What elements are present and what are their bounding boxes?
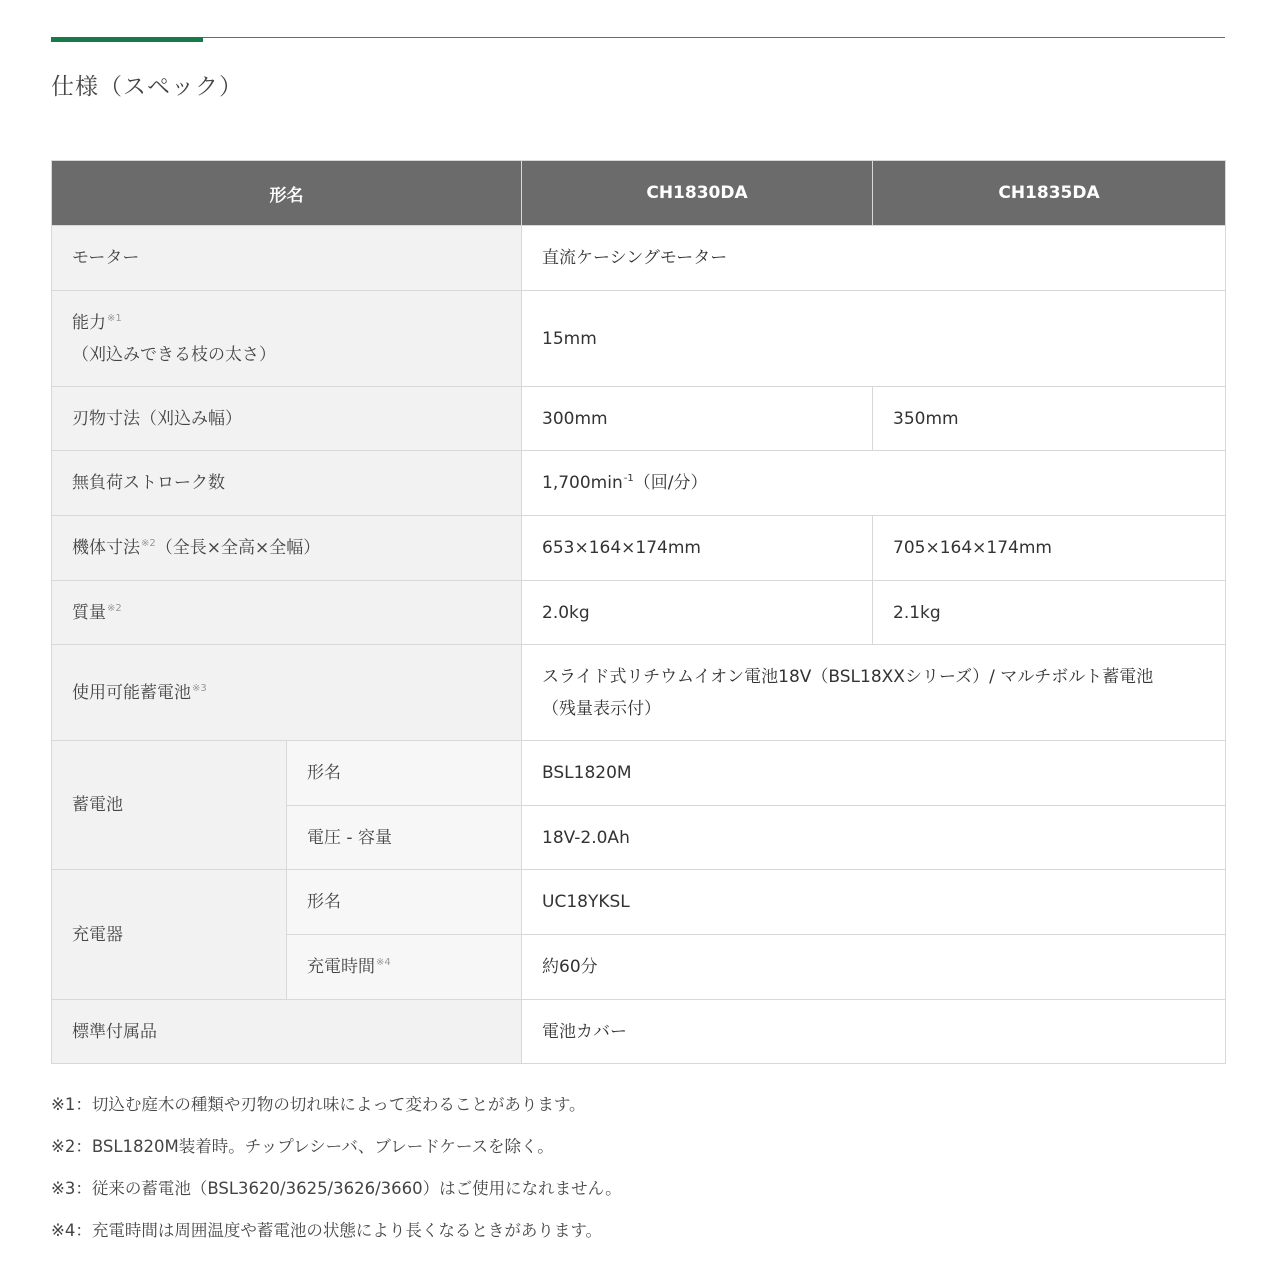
blade-value-a: 300mm: [522, 387, 873, 451]
motor-value: 直流ケーシングモーター: [522, 226, 1226, 291]
blade-value-b: 350mm: [873, 387, 1226, 451]
battery-voltage-label: 電圧 - 容量: [287, 806, 522, 870]
dimensions-label-suffix: （全長×全高×全幅）: [155, 538, 321, 558]
motor-label: モーター: [52, 226, 522, 291]
table-row: [52, 387, 1226, 451]
dimensions-label-cell: [52, 516, 522, 581]
capacity-sublabel: （刈込みできる枝の太さ）: [72, 344, 276, 365]
header-model-label: 形名: [52, 161, 522, 226]
table-row: [52, 870, 1226, 935]
footnote-1: ※1：切込む庭木の種類や刃物の切れ味によって変わることがあります。: [51, 1095, 586, 1114]
stroke-value: 1,700min: [542, 473, 623, 493]
table-row: [52, 516, 1226, 581]
charger-time-label-cell: [287, 935, 522, 1000]
table-row: [52, 1000, 1226, 1064]
header-model-b: CH1835DA: [873, 161, 1226, 226]
table-row: [52, 581, 1226, 645]
header-model-a: CH1830DA: [522, 161, 873, 226]
stroke-label: 無負荷ストローク数: [52, 451, 522, 516]
dimensions-footnote-mark: ※2: [141, 538, 156, 550]
weight-value-b: 2.1kg: [873, 581, 1226, 645]
footnotes: [51, 1090, 622, 1258]
table-row: [52, 741, 1226, 806]
capacity-value: 15mm: [522, 291, 1226, 387]
capacity-label-cell: [52, 291, 522, 387]
battery-model-label: 形名: [287, 741, 522, 806]
footnote-3: ※3：従来の蓄電池（BSL3620/3625/3626/3660）はご使用になれません。: [51, 1179, 622, 1198]
dimensions-label: 機体寸法: [72, 538, 140, 558]
battery-label: 蓄電池: [52, 741, 287, 870]
capacity-label: 能力: [72, 312, 106, 333]
charger-model-value: UC18YKSL: [522, 870, 1226, 935]
table-header-row: [52, 161, 1226, 226]
top-divider: [51, 37, 1225, 38]
top-divider-accent: [51, 37, 203, 42]
table-row: [52, 226, 1226, 291]
spec-table: [51, 160, 1226, 1064]
capacity-footnote-mark: ※1: [107, 312, 122, 324]
usable-battery-label-cell: [52, 645, 522, 741]
table-row: [52, 291, 1226, 387]
usable-battery-footnote-mark: ※3: [192, 682, 207, 694]
footnote-4: ※4：充電時間は周囲温度や蓄電池の状態により長くなるときがあります。: [51, 1221, 603, 1240]
weight-label: 質量: [72, 602, 106, 623]
accessories-label: 標準付属品: [52, 1000, 522, 1064]
charger-time-footnote-mark: ※4: [376, 957, 391, 969]
section-heading: 仕様（スペック）: [51, 74, 243, 100]
blade-label: 刃物寸法（刈込み幅）: [52, 387, 522, 451]
usable-battery-line1: スライド式リチウムイオン電池18V（BSL18XXシリーズ）/ マルチボルト蓄電池: [542, 666, 1154, 687]
charger-label: 充電器: [52, 870, 287, 1000]
table-row: [52, 451, 1226, 516]
battery-model-value: BSL1820M: [522, 741, 1226, 806]
battery-voltage-value: 18V-2.0Ah: [522, 806, 1226, 870]
charger-model-label: 形名: [287, 870, 522, 935]
table-row: [52, 645, 1226, 741]
weight-footnote-mark: ※2: [107, 602, 122, 614]
usable-battery-value-cell: [522, 645, 1226, 741]
stroke-value-cell: [522, 451, 1226, 516]
accessories-value: 電池カバー: [522, 1000, 1226, 1064]
dimensions-value-b: 705×164×174mm: [873, 516, 1226, 581]
charger-time-value: 約60分: [522, 935, 1226, 1000]
charger-time-label: 充電時間: [307, 957, 375, 977]
weight-label-cell: [52, 581, 522, 645]
footnote-2: ※2：BSL1820M装着時。チップレシーバ、ブレードケースを除く。: [51, 1137, 554, 1156]
dimensions-value-a: 653×164×174mm: [522, 516, 873, 581]
usable-battery-label: 使用可能蓄電池: [72, 682, 191, 703]
stroke-exponent: -1: [623, 473, 634, 485]
usable-battery-line2: （残量表示付）: [542, 698, 661, 719]
weight-value-a: 2.0kg: [522, 581, 873, 645]
stroke-unit: （回/分）: [633, 473, 708, 493]
